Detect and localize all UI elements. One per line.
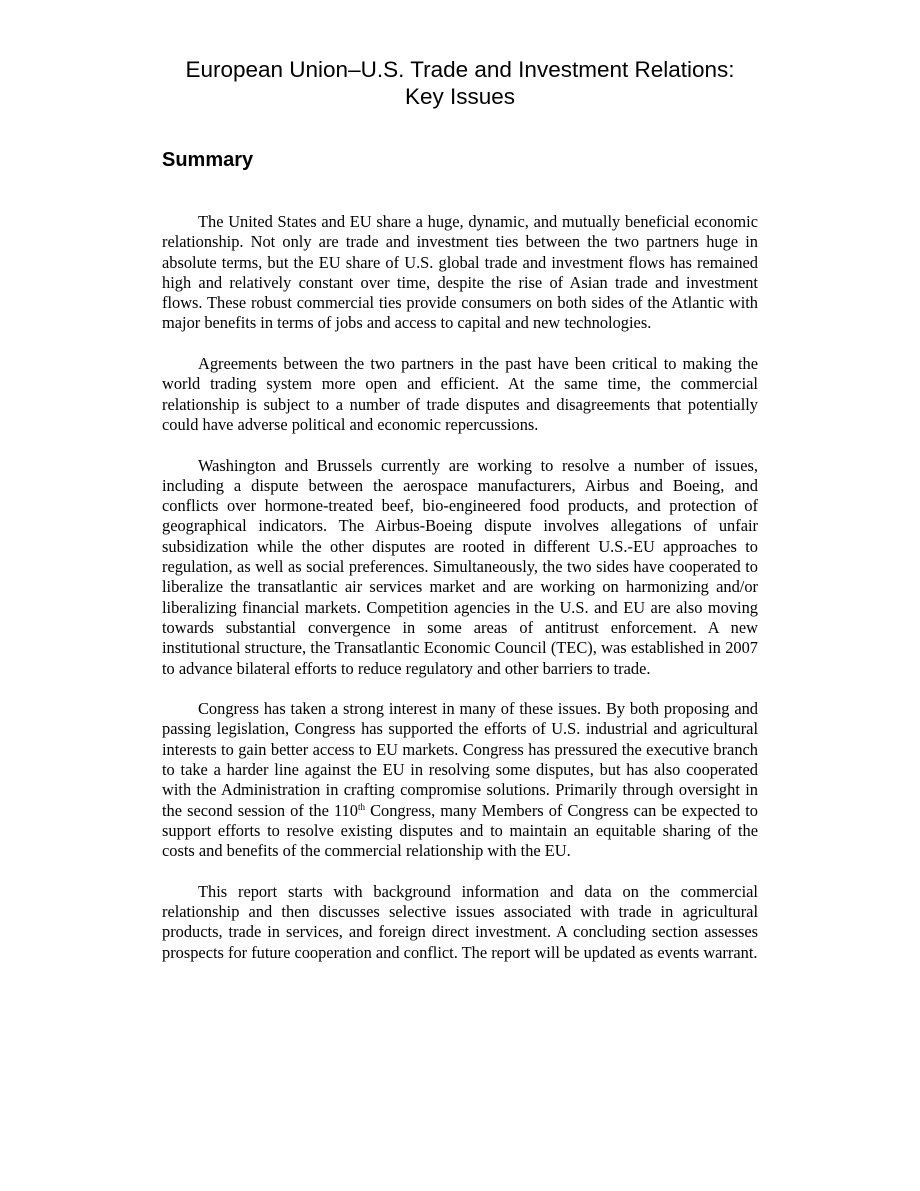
summary-body [162,212,758,983]
paragraph-1: The United States and EU share a huge, dynamic, and mutually beneficial economic relationship. Not only are trade and investment ties between the two partners huge in absolute terms, but the EU share of U.S. global trade and investment flows has remained high and relatively constant over time, despite the rise of Asian trade and investment flows. These robust commercial ties provide consumers on both sides of the Atlantic with major benefits in terms of jobs and access to capital and new technologies. [162,212,758,333]
title-line-2: Key Issues [404,84,516,109]
ordinal-superscript: th [357,801,365,812]
paragraph-4 [162,699,758,861]
page-title [162,56,758,110]
paragraph-3: Washington and Brussels currently are working to resolve a number of issues, including a dispute between the aerospace manufacturers, Airbus and Boeing, and conflicts over hormone-treated beef, bio-engineered food products, and protection of geographical indicators. The Airbus-Boeing dispute involves allegations of unfair subsidization while the other disputes are rooted in different U.S.-EU approaches to regulation, as well as social preferences. Simultaneously, the two sides have cooperated to liberalize the transatlantic air services market and are working on harmonizing and/or liberalizing financial markets. Competition agencies in the U.S. and EU are also moving towards substantial convergence in some areas of antitrust enforcement. A new institutional structure, the Transatlantic Economic Council (TEC), was established in 2007 to advance bilateral efforts to reduce regulatory and other barriers to trade. [162,455,758,678]
paragraph-4-text-b: Congress, many Members of Congress can be expected to support efforts to resolve existing disputes and to maintain an equitable sharing of the costs and benefits of the commercial relationship with the EU. [162,800,759,861]
title-line-1: European Union–U.S. Trade and Investment Relations: [185,57,735,82]
paragraph-4-text-a: Congress has taken a strong interest in many of these issues. By both proposing and passing legislation, Congress has supported the efforts of U.S. industrial and agricultural interests to gain better access to EU markets. Congress has pressured the executive branch to take a harder line against the EU in resolving some disputes, but has also cooperated with the Administration in crafting compromise solutions. Primarily through oversight in the second session of the 110 [162,699,758,820]
paragraph-2: Agreements between the two partners in the past have been critical to making the world trading system more open and efficient. At the same time, the commercial relationship is subject to a number of trade disputes and disagreements that potentially could have adverse political and economic repercussions. [162,354,758,434]
paragraph-5: This report starts with background information and data on the commercial relationship and then discusses selective issues associated with trade in agricultural products, trade in services, and foreign direct investment. A concluding section assesses prospects for future cooperation and conflict. The report will be updated as events warrant. [162,881,758,962]
section-heading-summary: Summary [162,149,254,171]
